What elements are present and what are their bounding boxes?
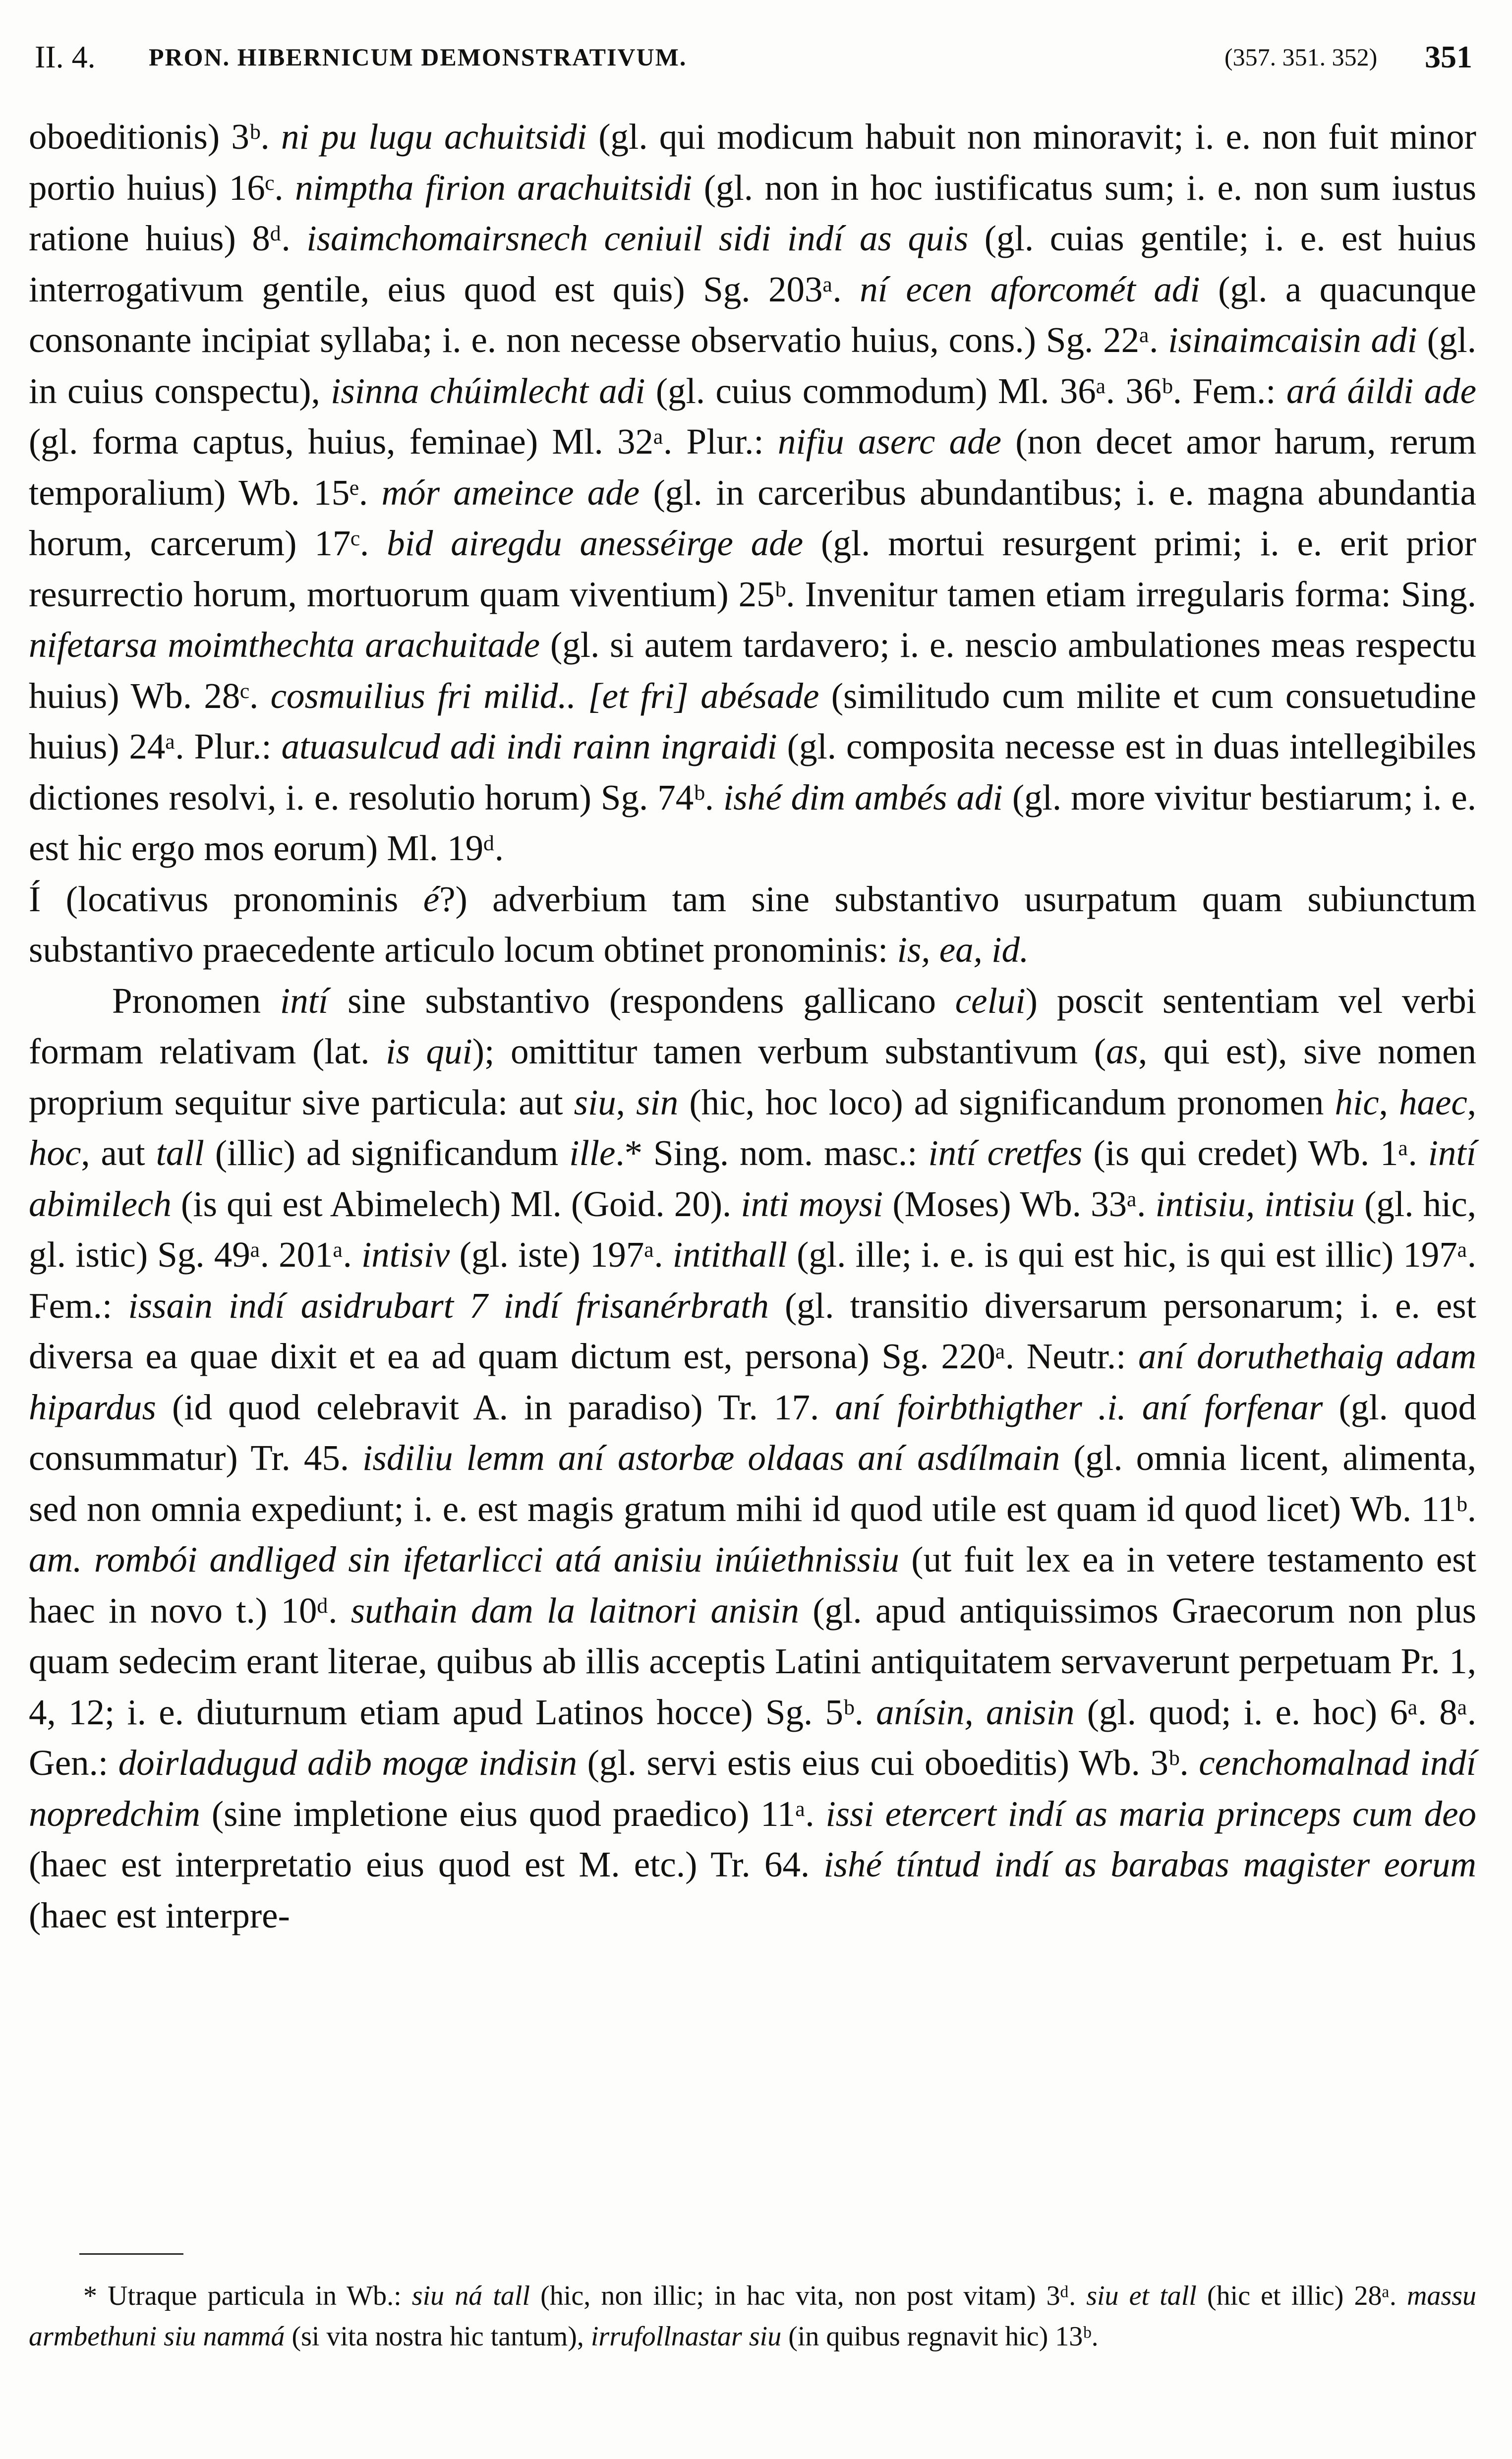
paragraph: Í (locativus pronominis é?) adverbium tam sine substantivo usurpatum quam subiunctum substantivo praecedente articulo locum obtinet pronominis: is, ea, id.	[29, 878, 1476, 970]
section-refs: (357. 351. 352)	[1224, 43, 1378, 71]
page-number: 351	[1425, 39, 1472, 74]
footnote-rule	[79, 2253, 183, 2255]
footnote: * Utraque particula in Wb.: siu ná tall (hic, non illic; in hac vita, non post vitam) 3ᵈ. siu et tall (hic et illic) 28ᵃ. massu armbethuni siu nammá (si vita nostra hic tantum), irrufollnastar siu (in quibus regnavit hic) 13ᵇ.	[29, 2281, 1476, 2352]
paragraph: oboeditionis) 3ᵇ. ni pu lugu achuitsidi (gl. qui modicum habuit non minoravit; i. e. non fuit minor portio huius) 16ᶜ. nimptha firion arachuitsidi (gl. non in hoc iustificatus sum; i. e. non sum iustus ratione huius) 8ᵈ. isaimchomairsnech ceniuil sidi indí as quis (gl. cuias gentile; i. e. est huius interrogativum gentile, eius quod est quis) Sg. 203ᵃ. ní ecen aforcomét adi (gl. a quacunque consonante incipiat syllaba; i. e. non necesse observatio huius, cons.) Sg. 22ᵃ. isinaimcaisin adi (gl. in cuius conspectu), isinna chúimlecht adi (gl. cuius commodum) Ml. 36ᵃ. 36ᵇ. Fem.: ará áildi ade (gl. forma captus, huius, feminae) Ml. 32ᵃ. Plur.: nifiu aserc ade (non decet amor harum, rerum temporalium) Wb. 15ᵉ. mór ameince ade (gl. in carceribus abundantibus; i. e. magna abundantia horum, carcerum) 17ᶜ. bid airegdu anesséirge ade (gl. mortui resurgent primi; i. e. erit prior resurrectio horum, mortuorum quam viventium) 25ᵇ. Invenitur tamen etiam irregularis forma: Sing. nifetarsa moimthechta arachuitade (gl. si autem tardavero; i. e. nescio ambulationes meas respectu huius) Wb. 28ᶜ. cosmuilius fri milid.. [et fri] abésade (similitudo cum milite et cum consuetudine huius) 24ᵃ. Plur.: atuasulcud adi indi rainn ingraidi (gl. composita necesse est in duas intellegibiles dictiones resolvi, i. e. resolutio horum) Sg. 74ᵇ. ishé dim ambés adi (gl. more vivitur bestiarum; i. e. est hic ergo mos eorum) Ml. 19ᵈ.	[29, 117, 1477, 868]
section-number: II. 4.	[35, 39, 96, 74]
running-header	[35, 27, 1472, 87]
main-text	[29, 112, 1476, 1941]
paragraph: Pronomen intí sine substantivo (respondens gallicano celui) poscit sententiam vel verbi formam relativam (lat. is qui); omittitur tamen verbum substantivum (as, qui est), sive nomen proprium sequitur sive particula: aut siu, sin (hic, hoc loco) ad significandum pronomen hic, haec, hoc, aut tall (illic) ad significandum ille.* Sing. nom. masc.: intí cretfes (is qui credet) Wb. 1ᵃ. intí abimilech (is qui est Abimelech) Ml. (Goid. 20). inti moysi (Moses) Wb. 33ᵃ. intisiu, intisiu (gl. hic, gl. istic) Sg. 49ᵃ. 201ᵃ. intisiv (gl. iste) 197ᵃ. intithall (gl. ille; i. e. is qui est hic, is qui est illic) 197ᵃ. Fem.: issain indí asidrubart 7 indí frisanérbrath (gl. transitio diversarum personarum; i. e. est diversa ea quae dixit et ea ad quam dictum est, persona) Sg. 220ᵃ. Neutr.: aní doruthethaig adam hipardus (id quod celebravit A. in paradiso) Tr. 17. aní foirbthigther .i. aní forfenar (gl. quod consummatur) Tr. 45. isdiliu lemm aní astorbæ oldaas aní asdílmain (gl. omnia licent, alimenta, sed non omnia expediunt; i. e. est magis gratum mihi id quod utile est quam id quod licet) Wb. 11ᵇ. am. rombói andliged sin ifetarlicci atá anisiu inúiethnissiu (ut fuit lex ea in vetere testamento est haec in novo t.) 10ᵈ. suthain dam la laitnori anisin (gl. apud antiquissimos Graecorum non plus quam sedecim erant literae, quibus ab illis acceptis Latini antiquitatem servaverunt perpetuam Pr. 1, 4, 12; i. e. diuturnum etiam apud Latinos hocce) Sg. 5ᵇ. anísin, anisin (gl. quod; i. e. hoc) 6ᵃ. 8ᵃ. Gen.: doirladugud adib mogæ indisin (gl. servi estis eius cui oboeditis) Wb. 3ᵇ. cenchomalnad indí nopredchim (sine impletione eius quod praedico) 11ᵃ. issi etercert indí as maria princeps cum deo (haec est interpretatio eius quod est M. etc.) Tr. 64. ishé tíntud indí as barabas magister eorum (haec est interpre-	[29, 980, 1477, 1935]
running-title: PRON. HIBERNICUM DEMONSTRATIVUM.	[149, 43, 687, 71]
